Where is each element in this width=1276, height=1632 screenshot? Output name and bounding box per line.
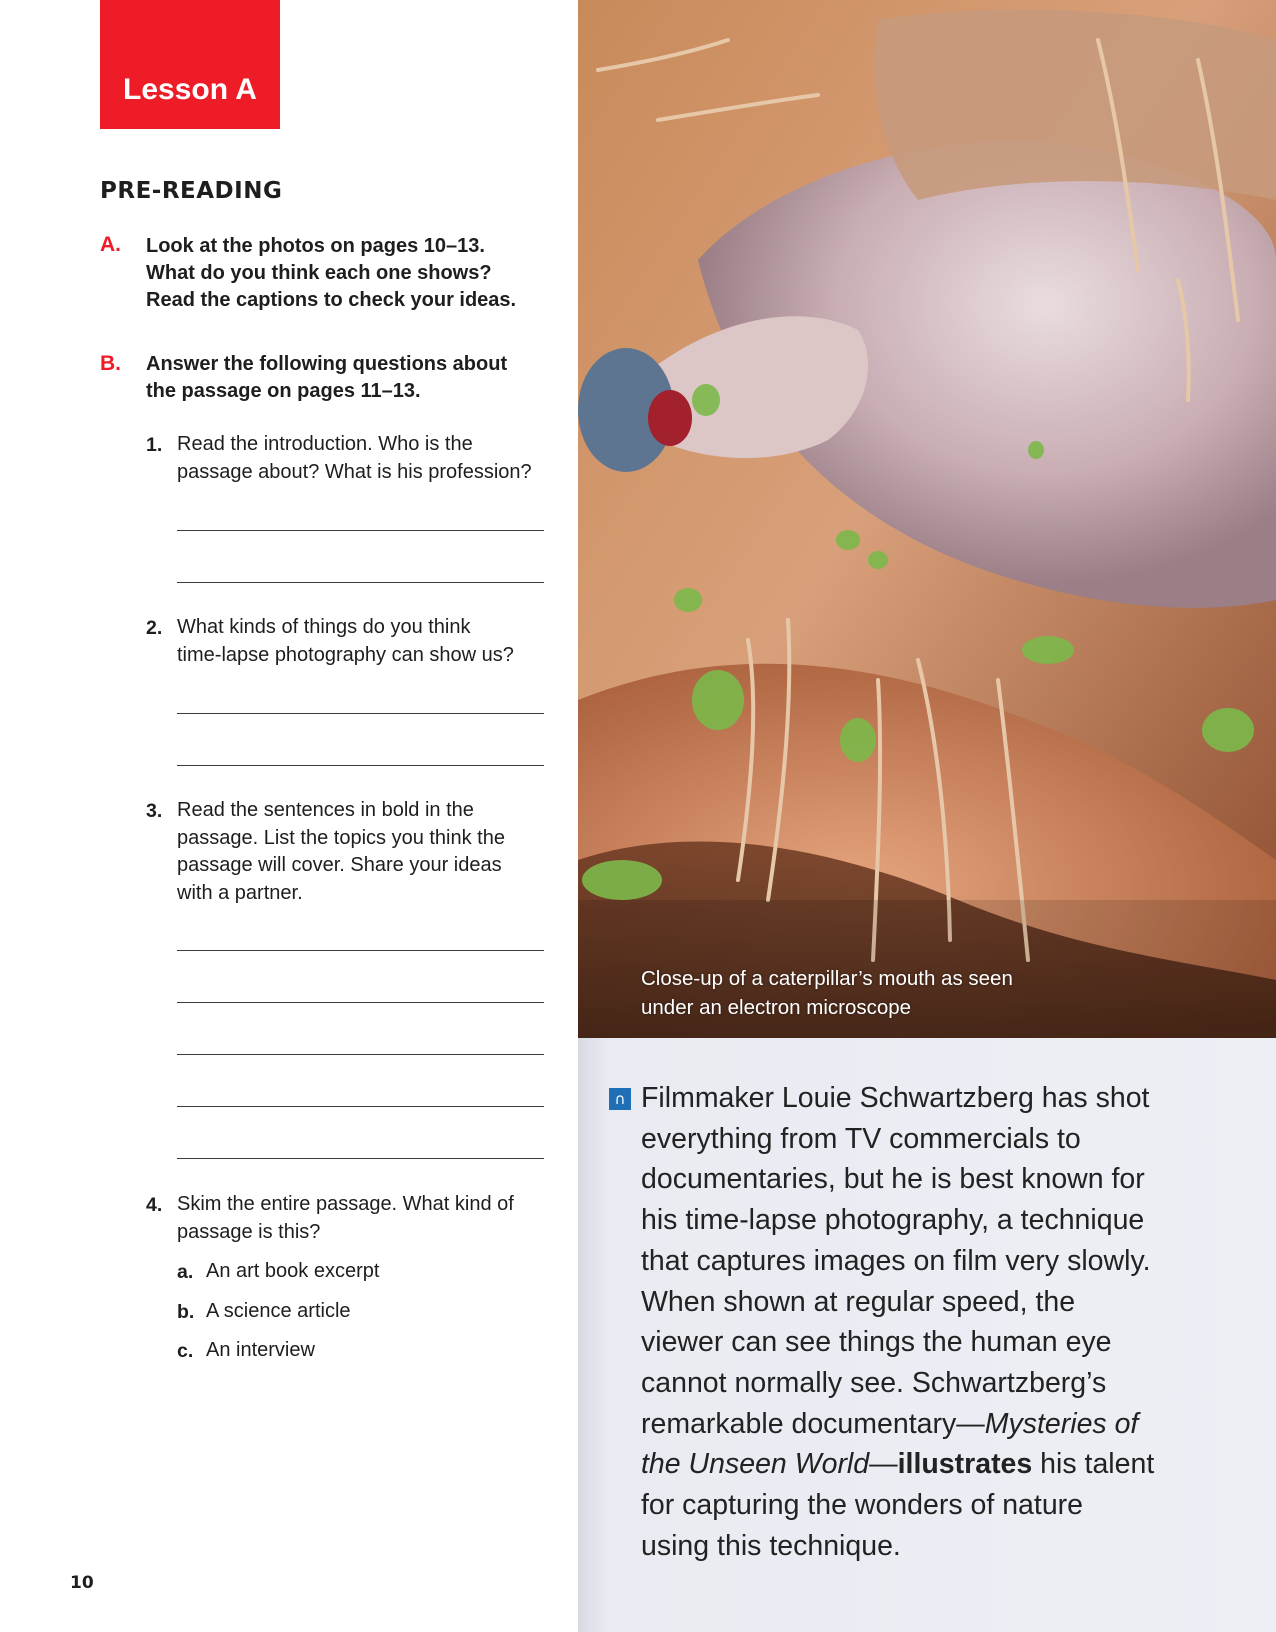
section-title: PRE-READING: [100, 178, 283, 204]
item-line: passage. List the topics you think the: [177, 826, 505, 849]
passage-text: his talent: [1032, 1448, 1155, 1481]
lesson-tab: [100, 0, 280, 129]
answer-line[interactable]: [177, 582, 544, 583]
answer-line[interactable]: [177, 765, 544, 766]
question-a-line: Look at the photos on pages 10–13.: [146, 235, 485, 257]
option-b-letter: b.: [177, 1301, 195, 1323]
item-line: Read the sentences in bold in the: [177, 799, 474, 821]
item-4-text: [177, 1191, 557, 1246]
option-c-letter: c.: [177, 1340, 194, 1362]
item-4-number: 4.: [146, 1194, 163, 1216]
option-c-text[interactable]: An interview: [206, 1339, 315, 1361]
question-a-text: [146, 233, 546, 314]
caption-line: under an electron microscope: [641, 996, 912, 1019]
item-line: Skim the entire passage. What kind of: [177, 1193, 514, 1215]
documentary-title: Mysteries of: [984, 1407, 1139, 1440]
passage-line: [641, 1404, 1161, 1445]
item-3-number: 3.: [146, 800, 163, 822]
passage-line: cannot normally see. Schwartzberg’s: [641, 1366, 1107, 1399]
item-3-text: [177, 797, 557, 907]
question-b-line: Answer the following questions about: [146, 353, 508, 375]
item-line: time-lapse photography can show us?: [177, 643, 514, 666]
answer-line[interactable]: [177, 1158, 544, 1159]
item-1-text: [177, 431, 557, 486]
photo-caption: [641, 964, 1141, 1022]
caterpillar-illustration: [578, 0, 1276, 1038]
item-line: Read the introduction. Who is the: [177, 433, 473, 455]
option-b-text[interactable]: A science article: [206, 1300, 351, 1322]
item-2-text: [177, 614, 557, 669]
option-a-letter: a.: [177, 1261, 194, 1283]
worksheet-column: [0, 0, 578, 1632]
reading-column: [578, 0, 1276, 1632]
answer-line[interactable]: [177, 530, 544, 531]
passage-line: everything from TV commercials to: [641, 1122, 1081, 1155]
caption-line: Close-up of a caterpillar’s mouth as seen: [641, 967, 1013, 990]
option-a-text[interactable]: An art book excerpt: [206, 1260, 380, 1282]
page-number: 10: [70, 1573, 94, 1593]
passage-line: [641, 1444, 1161, 1485]
passage-line: viewer can see things the human eye: [641, 1326, 1112, 1359]
lesson-tab-label: Lesson A: [123, 73, 257, 106]
question-b-text: [146, 351, 546, 405]
item-1-number: 1.: [146, 434, 163, 456]
passage-line: When shown at regular speed, the: [641, 1285, 1076, 1318]
answer-line[interactable]: [177, 713, 544, 714]
passage-introduction: [641, 1078, 1161, 1566]
item-line: passage is this?: [177, 1220, 321, 1243]
passage-line: for capturing the wonders of nature: [641, 1489, 1084, 1522]
documentary-title: the Unseen World: [641, 1448, 870, 1481]
question-a-line: What do you think each one shows?: [146, 262, 492, 284]
question-a-letter: A.: [100, 233, 121, 256]
passage-line: that captures images on film very slowly.: [641, 1244, 1151, 1277]
vocabulary-word: illustrates: [897, 1448, 1033, 1481]
passage-text: —: [869, 1448, 898, 1481]
answer-line[interactable]: [177, 1106, 544, 1107]
item-2-number: 2.: [146, 617, 163, 639]
item-line: with a partner.: [177, 881, 303, 904]
caterpillar-photo: [578, 0, 1276, 1038]
passage-line: Filmmaker Louie Schwartzberg has shot: [641, 1082, 1150, 1114]
passage-line: documentaries, but he is best known for: [641, 1163, 1145, 1196]
question-b-letter: B.: [100, 352, 121, 375]
answer-line[interactable]: [177, 1054, 544, 1055]
passage-text: remarkable documentary—: [641, 1407, 985, 1440]
headphones-icon[interactable]: ∩: [609, 1088, 631, 1110]
passage-line: his time-lapse photography, a technique: [641, 1204, 1145, 1237]
item-line: What kinds of things do you think: [177, 616, 471, 638]
item-line: passage will cover. Share your ideas: [177, 854, 502, 876]
item-line: passage about? What is his profession?: [177, 460, 532, 483]
answer-line[interactable]: [177, 950, 544, 951]
question-a-line: Read the captions to check your ideas.: [146, 289, 517, 311]
passage-line: using this technique.: [641, 1529, 901, 1562]
answer-line[interactable]: [177, 1002, 544, 1003]
question-b-line: the passage on pages 11–13.: [146, 380, 421, 402]
